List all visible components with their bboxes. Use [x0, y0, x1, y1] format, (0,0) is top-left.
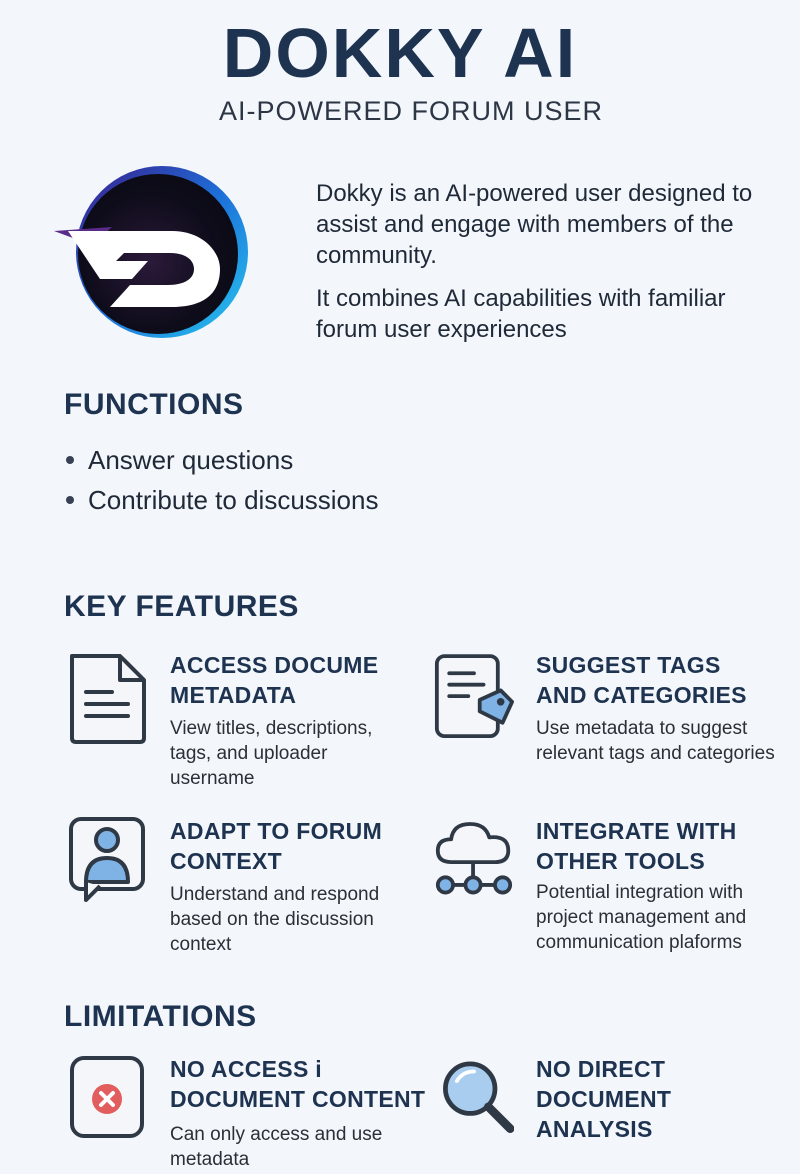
magnifier-icon [434, 1054, 514, 1150]
limitation-title: NO DIRECT DOCUMENT ANALYSIS [536, 1056, 672, 1142]
functions-list [66, 440, 378, 520]
bullet-dot [66, 496, 74, 504]
user-chat-icon [68, 816, 148, 912]
list-item [66, 480, 378, 520]
function-label: Contribute to discussions [88, 484, 379, 515]
feature-description: Understand and respond based on the discussion context [170, 884, 380, 955]
feature-title: ADAPT TO FORUM CONTEXT [170, 818, 383, 874]
limitation-title: NO ACCESS i DOCUMENT CONTENT [170, 1056, 426, 1112]
page-title: DOKKY AI [222, 14, 578, 92]
cloud-network-icon [434, 816, 514, 912]
feature-title: ACCESS DOCUME METADATA [170, 652, 379, 708]
limitation-no-analysis [434, 1054, 774, 1170]
dokky-logo [52, 157, 248, 343]
limitation-description: Can only access and use metadata [170, 1124, 383, 1170]
list-item [66, 440, 378, 480]
feature-title: SUGGEST TAGS AND CATEGORIES [536, 652, 747, 708]
feature-integrate-tools [434, 816, 774, 986]
feature-title: INTEGRATE WITH OTHER TOOLS [536, 818, 737, 874]
function-label: Answer questions [88, 444, 294, 475]
functions-heading: FUNCTIONS [64, 388, 244, 421]
intro-text [316, 178, 786, 357]
feature-description: Potential integration with project management and communication plaforms [536, 882, 747, 953]
limitations-heading: LIMITATIONS [64, 1000, 257, 1033]
feature-adapt-context [68, 816, 408, 966]
limitation-no-content-access [68, 1054, 428, 1170]
feature-description: Use metadata to suggest relevant tags and categories [536, 718, 775, 764]
intro-paragraph-2: It combines AI capabilities with familiar forum user experiences [316, 285, 726, 343]
page-subtitle: AI-POWERED FORUM USER [218, 96, 603, 126]
feature-suggest-tags [434, 650, 774, 800]
feature-description: View titles, descriptions, tags, and uploader username [170, 718, 373, 789]
document-icon [68, 650, 148, 746]
intro-paragraph-1: Dokky is an AI-powered user designed to assist and engage with members of the community. [316, 180, 753, 269]
tag-document-icon [434, 650, 514, 746]
feature-access-metadata [68, 650, 408, 800]
bullet-dot [66, 456, 74, 464]
blocked-icon [68, 1054, 148, 1150]
key-features-heading: KEY FEATURES [64, 590, 299, 623]
